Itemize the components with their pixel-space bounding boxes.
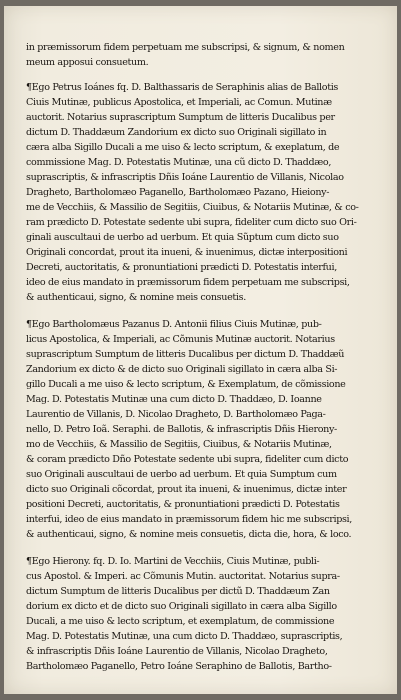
text-line: dicto suo Originali cõcordat, prout ita inueni, & inuenimus, dictæ inter xyxy=(26,484,347,495)
page-text-block xyxy=(26,40,382,682)
paragraph-2 xyxy=(26,80,382,305)
text-line: ¶Ego Hierony. fq. D. Io. Martini de Vecchiis, Ciuis Mutinæ, publi- xyxy=(26,556,320,567)
text-line: ideo de eius mandato in præmissorum fidem perpetuam me subscripsi, xyxy=(26,277,350,288)
text-line: Mag. D. Potestatis Mutinæ una cum dicto D. Thaddæo, D. Ioanne xyxy=(26,394,322,405)
text-line: Ciuis Mutinæ, publicus Apostolica, et Imperiali, ac Comun. Mutinæ xyxy=(26,97,332,108)
text-line: dictum Sumptum de litteris Ducalibus per dictũ D. Thaddæum Zan xyxy=(26,586,330,597)
text-line: positioni Decreti, auctoritatis, & pronuntiationi prædicti D. Potestatis xyxy=(26,499,340,510)
text-line: gillo Ducali a me uiso & lecto scriptum, & Exemplatum, de cõmissione xyxy=(26,379,346,390)
text-line: Dragheto, Bartholomæo Paganello, Bartholomæo Pazano, Hieiony- xyxy=(26,187,330,198)
text-line: in præmissorum fidem perpetuam me subscripsi, & signum, & nomen xyxy=(26,42,345,53)
text-line: dictum D. Thaddæum Zandorium ex dicto suo Originali sigillato in xyxy=(26,127,327,138)
book-page xyxy=(4,6,397,694)
text-line: auctorit. Notarius suprascriptum Sumptum de litteris Ducalibus per xyxy=(26,112,335,123)
text-line: nello, D. Petro Ioã. Seraphi. de Ballotis, & infrascriptis Dñis Hierony- xyxy=(26,424,337,435)
paragraph-3 xyxy=(26,317,382,542)
text-line: & infrascriptis Dñis Ioáne Laurentio de Villanis, Nicolao Dragheto, xyxy=(26,646,328,657)
paragraph-1 xyxy=(26,40,382,70)
text-line: cæra alba Sigillo Ducali a me uiso & lecto scriptum, & exeplatum, de xyxy=(26,142,340,153)
text-line: Ducali, a me uiso & lecto scriptum, et exemplatum, de commissione xyxy=(26,616,335,627)
text-line: dorium ex dicto et de dicto suo Originali sigillato in cæra alba Sigillo xyxy=(26,601,337,612)
paragraph-4 xyxy=(26,554,382,674)
text-line: suprascriptis, & infrascriptis Dñis Ioáne Laurentio de Villanis, Nicolao xyxy=(26,172,344,183)
text-line: Originali concordat, prout ita inueni, & inuenimus, dictæ interpositioni xyxy=(26,247,348,258)
text-line: mo de Vecchiis, & Massilio de Segitiis, Ciuibus, & Notariis Mutinæ, xyxy=(26,439,332,450)
text-line: Decreti, auctoritatis, & pronuntiationi prædicti D. Potestatis interfui, xyxy=(26,262,337,273)
text-line: cus Apostol. & Imperi. ac Cõmunis Mutin. auctoritat. Notarius supra- xyxy=(26,571,340,582)
text-line: Bartholomæo Paganello, Petro Ioáne Seraphino de Ballotis, Bartho- xyxy=(26,661,332,672)
text-line: & authenticaui, signo, & nomine meis consuetis, dicta die, hora, & loco. xyxy=(26,529,352,540)
text-line: ¶Ego Petrus Ioánes fq. D. Balthassaris de Seraphinis alias de Ballotis xyxy=(26,82,338,93)
text-line: interfui, ideo de eius mandato in præmissorum fidem hic me subscripsi, xyxy=(26,514,352,525)
text-line: suo Originali auscultaui de uerbo ad uerbum. Et quia Sumptum cum xyxy=(26,469,337,480)
text-line: licus Apostolica, & Imperiali, ac Cõmunis Mutinæ auctorit. Notarius xyxy=(26,334,335,345)
text-line: suprascriptum Sumptum de litteris Ducalibus per dictum D. Thaddæũ xyxy=(26,349,345,360)
text-line: ginali auscultaui de uerbo ad uerbum. Et quia Sũptum cum dicto suo xyxy=(26,232,339,243)
text-line: meum apposui consuetum. xyxy=(26,57,149,68)
text-line: & authenticaui, signo, & nomine meis consuetis. xyxy=(26,292,246,303)
text-line: Laurentio de Villanis, D. Nicolao Dragheto, D. Bartholomæo Paga- xyxy=(26,409,326,420)
text-line: Zandorium ex dicto & de dicto suo Originali sigillato in cæra alba Si- xyxy=(26,364,338,375)
text-line: ¶Ego Bartholomæus Pazanus D. Antonii filius Ciuis Mutinæ, pub- xyxy=(26,319,322,330)
text-line: & coram prædicto Dño Potestate sedente ubi supra, fideliter cum dicto xyxy=(26,454,349,465)
text-line: Mag. D. Potestatis Mutinæ, una cum dicto D. Thaddæo, suprascriptis, xyxy=(26,631,343,642)
text-line: ram prædicto D. Potestate sedente ubi supra, fideliter cum dicto suo Ori- xyxy=(26,217,357,228)
text-line: me de Vecchiis, & Massilio de Segitiis, Ciuibus, & Notariis Mutinæ, & co- xyxy=(26,202,359,213)
text-line: commissione Mag. D. Potestatis Mutinæ, una cũ dicto D. Thaddæo, xyxy=(26,157,332,168)
